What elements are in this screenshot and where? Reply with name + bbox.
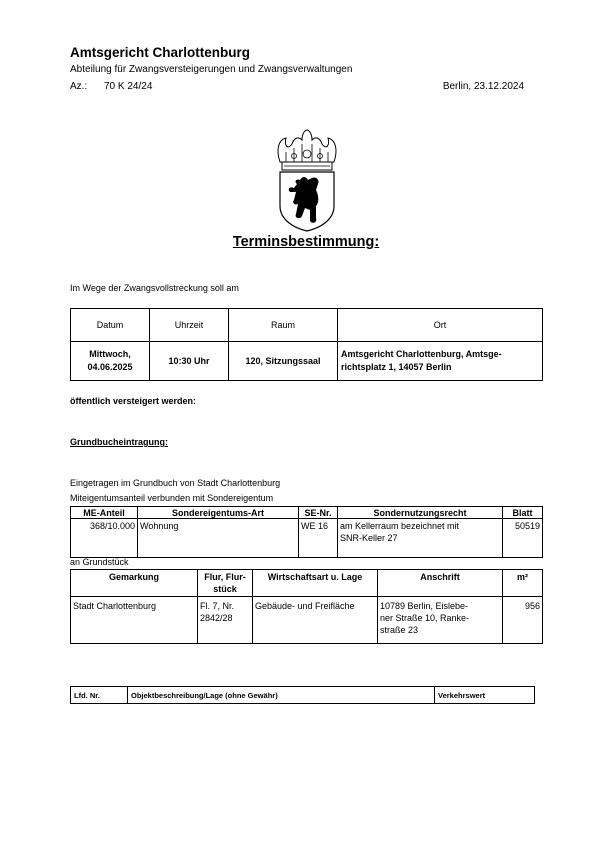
intro-text: Im Wege der Zwangsvollstreckung soll am	[70, 283, 239, 293]
object-table	[70, 686, 535, 704]
plot-row	[71, 597, 543, 644]
auction-time: 10:30 Uhr	[150, 342, 229, 381]
header-use: Wirtschaftsart u. Lage	[253, 570, 378, 597]
sheet-value: 50519	[503, 519, 543, 558]
share-value: 368/10.000	[71, 519, 138, 558]
address-value: 10789 Berlin, Eislebe- ner Straße 10, Ranke- straße 23	[378, 597, 503, 644]
district-value: Stadt Charlottenburg	[71, 597, 198, 644]
plot-table	[70, 569, 543, 644]
use-right-value: am Kellerraum bezeichnet mit SNR-Keller 27	[338, 519, 503, 558]
header-se-no: SE-Nr.	[299, 507, 338, 519]
type-value: Wohnung	[138, 519, 299, 558]
object-header-row	[71, 687, 535, 704]
auction-date: Mittwoch, 04.06.2025	[71, 342, 150, 381]
parcel-value: Fl. 7, Nr. 2842/28	[198, 597, 253, 644]
schedule-table	[70, 308, 543, 381]
co-ownership-header-row	[71, 507, 543, 519]
header-parcel: Flur, Flur- stück	[198, 570, 253, 597]
auction-room: 120, Sitzungssaal	[229, 342, 338, 381]
berlin-bear-crest-icon	[272, 128, 342, 232]
court-name: Amtsgericht Charlottenburg	[70, 45, 251, 60]
header-item-no: Lfd. Nr.	[71, 687, 128, 704]
schedule-row	[71, 342, 543, 381]
se-no-value: WE 16	[299, 519, 338, 558]
header-market-value: Verkehrswert	[435, 687, 535, 704]
header-area: m²	[503, 570, 543, 597]
header-use-right: Sondernutzungsrecht	[338, 507, 503, 519]
document-title: Terminsbestimmung:	[232, 234, 380, 250]
land-register-heading: Grundbucheintragung:	[70, 437, 168, 447]
header-address: Anschrift	[378, 570, 503, 597]
plot-header-row	[71, 570, 543, 597]
schedule-header-row	[71, 309, 543, 342]
header-place: Ort	[338, 309, 543, 342]
land-register-line: Eingetragen im Grundbuch von Stadt Charlottenburg	[70, 478, 281, 488]
header-date: Datum	[71, 309, 150, 342]
header-share: ME-Anteil	[71, 507, 138, 519]
header-time: Uhrzeit	[150, 309, 229, 342]
header-sheet: Blatt	[503, 507, 543, 519]
document-date: Berlin, 23.12.2024	[442, 81, 524, 92]
co-ownership-row	[71, 519, 543, 558]
case-number-label: Az.:	[70, 81, 88, 92]
co-ownership-line: Miteigentumsanteil verbunden mit Sondereigentum	[70, 493, 274, 503]
area-value: 956	[503, 597, 543, 644]
co-ownership-table	[70, 506, 543, 558]
use-value: Gebäude- und Freifläche	[253, 597, 378, 644]
case-number: 70 K 24/24	[104, 81, 153, 92]
header-room: Raum	[229, 309, 338, 342]
header-type: Sondereigentums-Art	[138, 507, 299, 519]
public-auction-text: öffentlich versteigert werden:	[70, 396, 197, 406]
auction-place: Amtsgericht Charlottenburg, Amtsge- richtsplatz 1, 14057 Berlin	[338, 342, 543, 381]
plot-label: an Grundstück	[70, 557, 129, 567]
header-district: Gemarkung	[71, 570, 198, 597]
header-object-description: Objektbeschreibung/Lage (ohne Gewähr)	[128, 687, 435, 704]
department-name: Abteilung für Zwangsversteigerungen und Zwangsverwaltungen	[70, 64, 353, 75]
